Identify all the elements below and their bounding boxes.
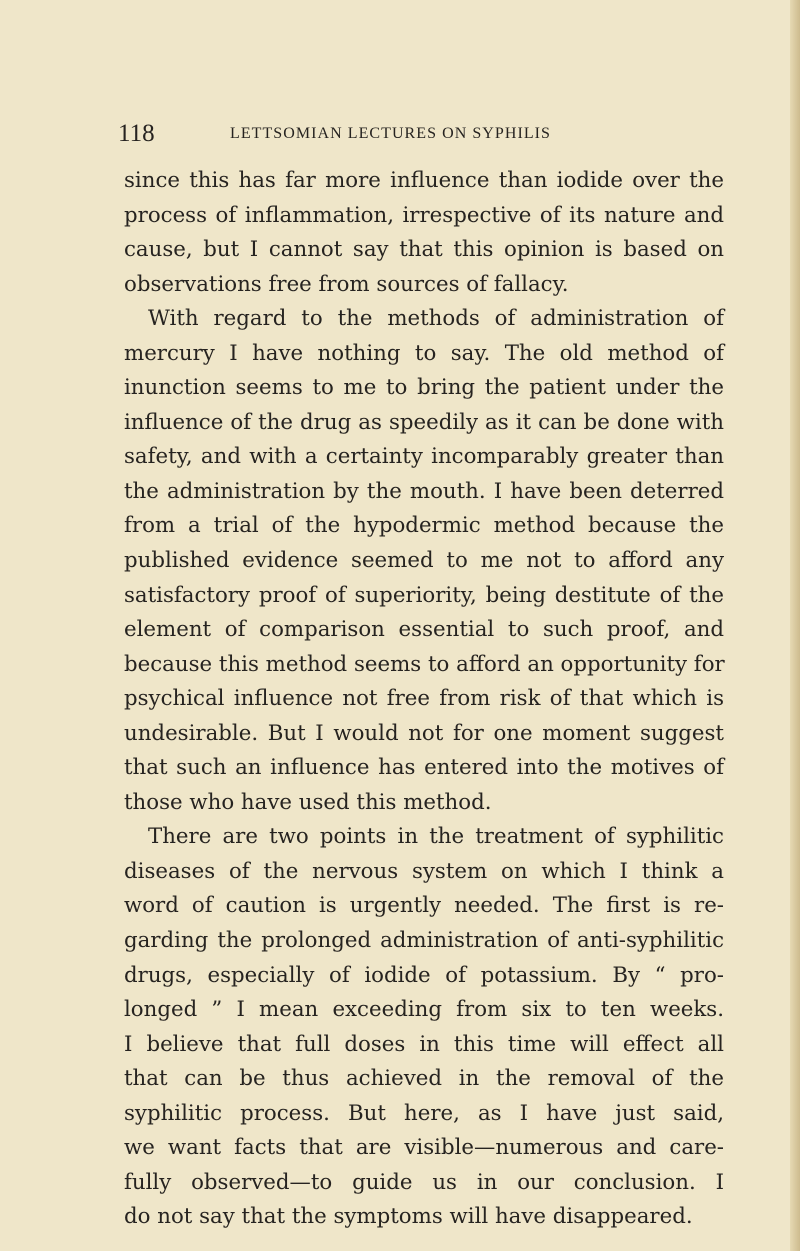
text-line: undesirable. But I would not for one moment suggest	[124, 720, 724, 746]
text-line: since this has far more influence than iodide over the	[124, 168, 724, 193]
page-edge	[790, 0, 800, 1251]
text-line: that such an influence has entered into the motives of	[124, 755, 724, 781]
text-line: I believe that full doses in this time will effect all	[124, 1031, 724, 1057]
text-line: word of caution is urgently needed. The first is re-	[124, 893, 724, 919]
text-line: that can be thus achieved in the removal of the	[124, 1066, 724, 1092]
text-line: fully observed—to guide us in our conclusion. I	[124, 1169, 724, 1195]
text-line: safety, and with a certainty incomparably greater than	[124, 444, 724, 470]
text-line: inunction seems to me to bring the patient under the	[124, 375, 724, 401]
page-number: 118	[118, 120, 155, 147]
text-line: the administration by the mouth. I have been deterred	[124, 478, 724, 504]
text-line: element of comparison essential to such proof, and	[124, 617, 724, 643]
text-line: observations free from sources of fallacy.	[124, 271, 569, 297]
text-line: satisfactory proof of superiority, being destitute of the	[124, 582, 724, 608]
text-line: With regard to the methods of administration of	[148, 306, 724, 332]
text-line: published evidence seemed to me not to afford any	[124, 548, 724, 574]
text-line: syphilitic process. But here, as I have just said,	[124, 1100, 724, 1126]
text-line: There are two points in the treatment of syphilitic	[148, 824, 724, 850]
text-line: those who have used this method.	[124, 789, 492, 815]
running-head: LETTSOMIAN LECTURES ON SYPHILIS	[230, 125, 551, 142]
text-line: mercury I have nothing to say. The old method of	[124, 340, 724, 366]
text-line: we want facts that are visible—numerous and care-	[124, 1135, 724, 1161]
text-line: garding the prolonged administration of anti-syphilitic	[124, 928, 724, 954]
text-line: psychical influence not free from risk of that which is	[124, 686, 724, 712]
text-line: because this method seems to afford an opportunity for	[124, 651, 725, 677]
text-line: influence of the drug as speedily as it can be done with	[124, 409, 724, 435]
text-line: cause, but I cannot say that this opinion is based on	[124, 237, 724, 263]
text-line: do not say that the symptoms will have disappeared.	[124, 1204, 693, 1230]
text-line: diseases of the nervous system on which I think a	[124, 858, 724, 884]
text-line: from a trial of the hypodermic method because the	[124, 513, 724, 539]
text-line: process of inflammation, irrespective of its nature and	[124, 202, 724, 228]
body-text	[124, 164, 724, 1235]
page-header	[118, 120, 718, 148]
text-line: drugs, especially of iodide of potassium. By “ pro-	[124, 962, 724, 988]
text-line: longed ” I mean exceeding from six to ten weeks.	[124, 997, 724, 1023]
